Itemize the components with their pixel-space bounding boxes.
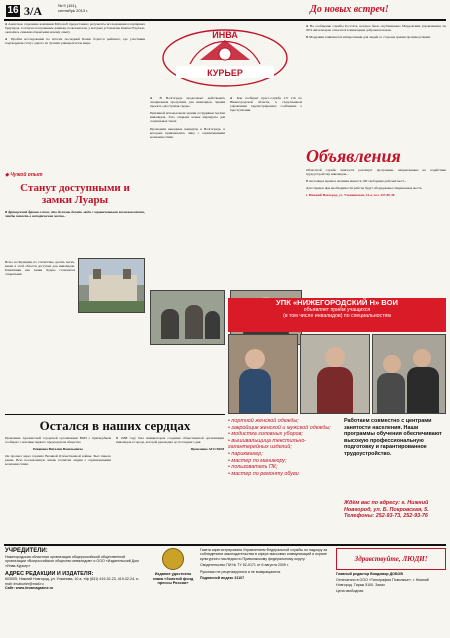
certificate-text: Свидетельство ПИ № ТУ 52-0171 от 6 августа 2009 г. xyxy=(200,563,289,568)
address-text: 603005, Нижний Новгород, ул. Ульянова, 10 а, т/ф (831) 419-32-23, 419-32-24, e-mail: invakurier@mail.ru xyxy=(5,577,140,586)
loire-lead: В французской франш о том, что должны делать люди с ограниченными возможностями, чтобы попасть в исторические места... xyxy=(5,210,145,219)
partner-logo: Здравствуйте, ЛЮДИ! xyxy=(336,548,446,570)
announcement-1: Областной службе занятости реализует программы, направленные на содействие трудоустройству инвалидов... xyxy=(306,168,446,177)
people-photo-1 xyxy=(150,290,225,345)
price-text: Цена свободная xyxy=(336,589,364,594)
castle-photo xyxy=(78,258,145,313)
issue-number: № 9 (151), xyxy=(58,3,78,8)
profession-item: • пользователь ПК; xyxy=(228,464,278,471)
kicker-mark-icon: ◆ xyxy=(5,172,11,178)
profession-item: • портной женской одежды; xyxy=(228,418,299,424)
site-link[interactable]: Сайт: www.invamagazine.ru xyxy=(5,586,54,591)
imprint-editor xyxy=(336,572,446,636)
upk-photo-1 xyxy=(228,334,298,414)
courier-word: КУРЬЕР xyxy=(207,68,243,78)
left-news-column xyxy=(5,22,145,172)
upk-photo-2 xyxy=(300,334,370,414)
left-news-2: ● Пройти исследования по итогам последней Бонна борется рейтинга, где участники подтвердили статус одного из лучших университетов мира. xyxy=(5,37,145,46)
page-number: 16 xyxy=(7,5,19,16)
announcements-body xyxy=(306,168,446,268)
profession-item: • модистка головных уборов; xyxy=(228,431,303,438)
upk-subtitle: объявляет приём учащихся xyxy=(303,307,371,313)
upk-professions-list xyxy=(228,418,338,538)
founders-text: Нижегородская областная организация общероссийской общественной организации «Всероссийское общество инвалидов» и ООО «Издательский Дом «Инва-Курьер» xyxy=(5,555,139,568)
editor-text: Главный редактор Владимир ДОБОВ xyxy=(336,572,403,576)
center-news-3: Проводили выездные концерты в Волгограде, к которым привлекались лица с ограниченными возможностями. xyxy=(150,126,225,139)
golden-fund-award xyxy=(150,548,196,634)
memory-title: Остался в наших сердцах xyxy=(39,418,191,433)
memory-p2: Он прошел через горнило Великой Отечественной войны. Был тяжело ранен. Всю послевоенную жизнь посвятил людям с ограниченными возможностями. xyxy=(5,454,111,467)
memory-divider xyxy=(5,414,225,415)
announcement-2: В настоящее время в наличии имеется 100 свободных рабочих мест... xyxy=(306,179,407,184)
left-news-1: ● Азиатское отделение компании Microsoft предоставило результаты исследования популярных браузеров. Согласно полученным данным, пользователи, у которых установлен Internet Explorer, оказались самыми открытыми новому опыту. xyxy=(5,22,145,35)
right-news-3: В Мордовии занимаются интересными для людей со стороны зрения производствами. xyxy=(306,35,431,40)
center-news-column xyxy=(150,96,225,286)
award-medal-icon xyxy=(162,548,184,570)
founders-title: УЧРЕДИТЕЛИ: xyxy=(5,548,48,554)
loire-body-1: Всего во Франции, по статистике, десять тысяч, какие в этой области доступна для инвалидов. Памятники как замки Луары становятся открытыми. xyxy=(5,260,75,277)
award-text: Издание удостоено знака «Золотой фонд прессы России» xyxy=(152,572,194,586)
registration-text: Газета зарегистрирована Управлением Федеральной службы по надзору за соблюдением законодательства в сфере массовых коммуникаций и охране культурного наследия по Приволжскому федеральному округу. xyxy=(200,548,328,561)
imprint-registration xyxy=(200,548,330,634)
memory-name: Ревякина Виталия Васильевича xyxy=(33,447,83,452)
right-news-column xyxy=(230,96,302,286)
foreign-experience-kicker: ◆ Чужой опыт xyxy=(5,172,43,178)
right-news-2: ● На сообщение службы Госстата, которое было опубликовано Мордовским управлением, на 90% жители края относятся к инвалидам доброжелательно. xyxy=(306,24,446,33)
issue-date: сентябрь 2013 г. xyxy=(58,7,89,13)
center-news-2: Причиной использовали здания сотрудники тысячи инвалидов. Зато открыли новые маршруты для социальных такси. xyxy=(150,111,225,124)
announcement-3: Для справок при необходимости работы будут оборудованы специальные места. xyxy=(306,186,423,191)
imprint-rule xyxy=(4,544,446,546)
header-slogan: До новых встреч! xyxy=(310,4,389,15)
memory-sign: Правление АГО ВОИ xyxy=(190,447,224,452)
issue-info xyxy=(58,4,88,13)
upk-photo-3 xyxy=(372,334,446,414)
loire-castles-title: Станут доступными и замки Луары xyxy=(20,182,130,206)
imprint-founders xyxy=(5,548,145,636)
memory-p3: В 1988 году был инициатором создания общественной организации инвалидов в городе, которой руководил до последнего дня. xyxy=(116,436,224,445)
upk-info: Работаем совместно с центрами занятости населения. Наши программы обучения обеспечивают высокую профессиональную подготовку и гарантированное трудоустройство. xyxy=(344,418,442,457)
memory-left-text xyxy=(5,436,111,540)
right-news-1: ● Как сообщает пресс-служба СУ СК по Нижегородской области, в следственном управлении зарегистрировано сообщение о преступлении. xyxy=(230,96,302,113)
address-title: АДРЕС РЕДАКЦИИ И ИЗДАТЕЛЯ: xyxy=(5,571,94,578)
upk-subtitle-2: (в том числе инвалидов) по специальностям xyxy=(283,313,391,319)
profession-item: • мастер по ремонту обуви xyxy=(228,470,299,477)
header-rule xyxy=(4,19,446,21)
upk-address: Ждём вас по адресу: г. Нижний Новгород, ул. Б. Покровская, 5. Телефоны: 252-93-73, 252-93-76 xyxy=(344,500,429,520)
profession-item: • парикмахер; xyxy=(228,450,263,457)
memory-right-text xyxy=(116,436,224,540)
announcements-title: Объявления xyxy=(306,146,401,166)
print-info: Отпечатано в ООО «Типография Поволжье», г. Нижний Новгород. Тираж 5100. Заказ xyxy=(336,578,429,587)
far-right-news-column xyxy=(306,24,446,144)
upk-title: УПК «НИЖЕГОРОДСКИЙ Н» ВОИ xyxy=(276,298,398,307)
manuscripts-text: Рукописи не рецензируются и не возвращаются. xyxy=(200,569,282,574)
subscription-index: Подписной индекс 31107 xyxy=(200,576,245,581)
center-news-1: ● В Волгограде продолжает действовать специальная программа для инвалидов. Здания проекта «Доступная среда». xyxy=(150,96,225,109)
profession-item: • закройщик женской и мужской одежды; xyxy=(228,424,331,431)
paper-logo: 3/A xyxy=(24,4,42,18)
profession-item: • мастер по маникюру; xyxy=(228,457,287,464)
inva-courier-logo xyxy=(150,24,300,94)
memory-p1: Правление Арзамасской городской организации ВОИ с прискорбием сообщает о кончине первого председателя общества xyxy=(5,436,111,445)
upk-banner xyxy=(228,298,446,332)
announcement-contact: г. Нижний Новгород, ул. Ульяновская, 24-а, тел. 437-80-48 xyxy=(306,193,395,198)
inva-word: ИНВА xyxy=(212,30,238,40)
profession-item: • вышивальщица текстильно-галантерейных изделий; xyxy=(228,437,307,451)
